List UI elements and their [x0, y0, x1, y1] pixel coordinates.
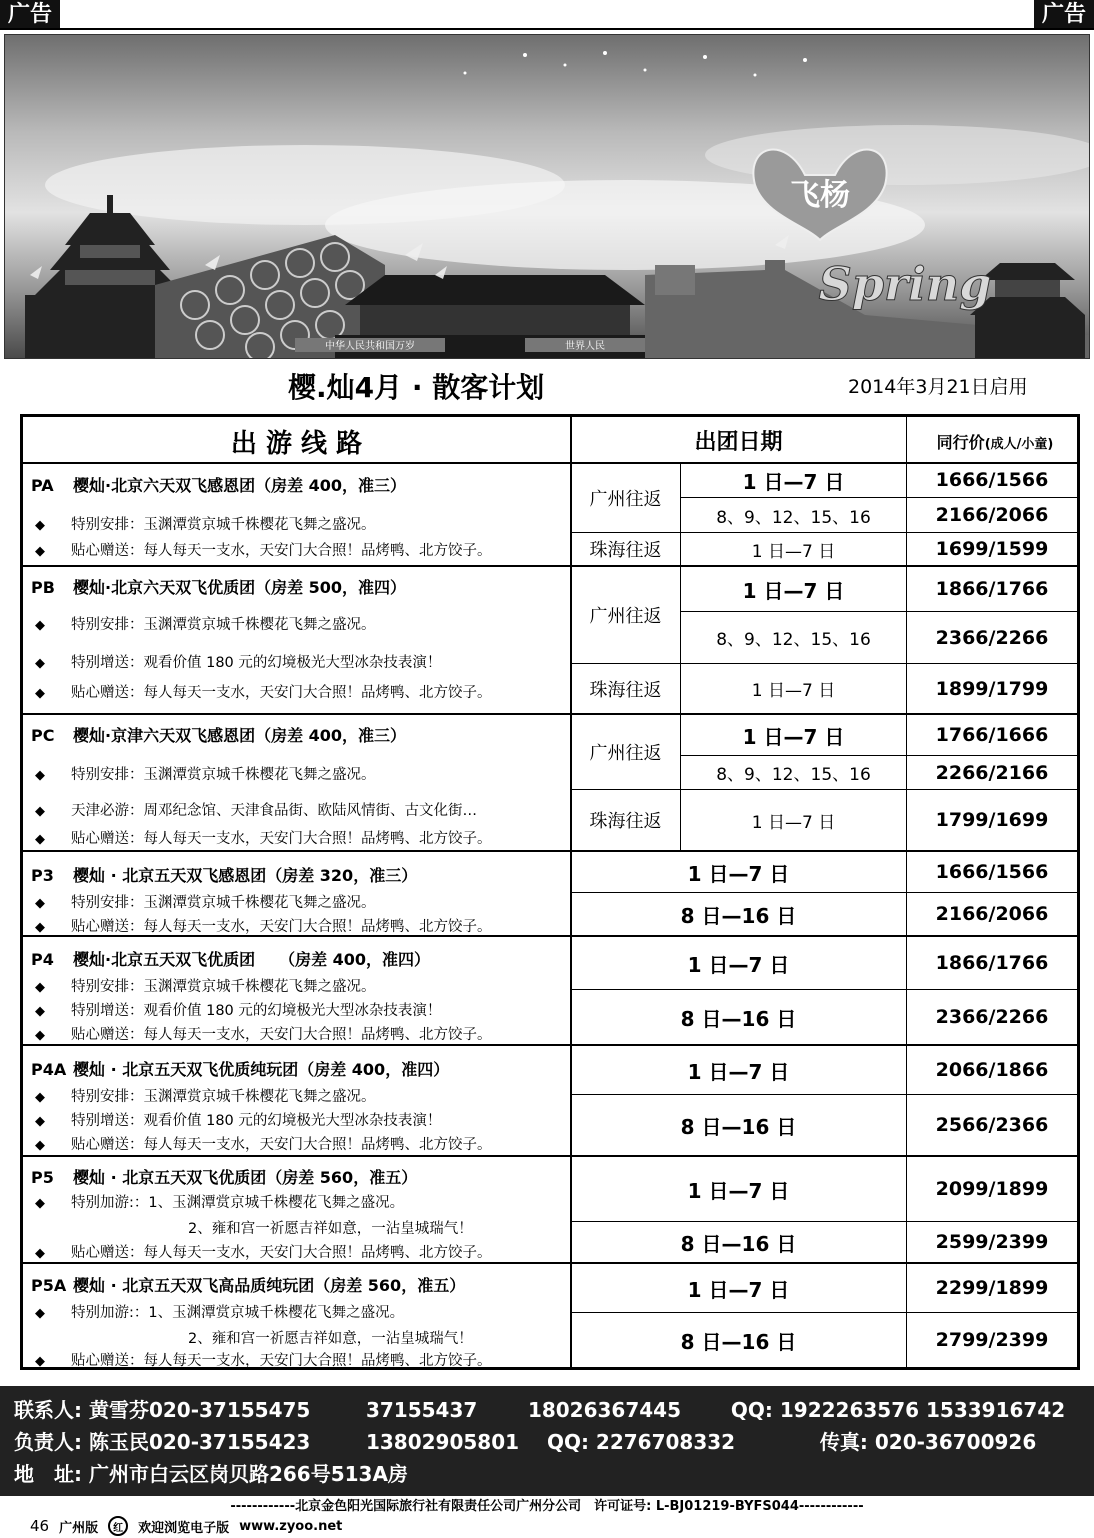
price-value: 2799/2399 [935, 1329, 1049, 1351]
effective-date: 2014年3月21日启用 [848, 376, 1028, 398]
tour-title [31, 723, 406, 746]
contact-footer [0, 1386, 1094, 1496]
price-value: 2099/1899 [935, 1178, 1049, 1200]
diamond-icon: ◆ [35, 980, 45, 995]
tour-bullet: ◆ 特别安排：玉渊潭赏京城千株樱花飞舞之盛况。 [35, 1089, 376, 1105]
diamond-icon: ◆ [35, 1090, 45, 1105]
col-header-route: 出 游 线 路 [230, 429, 363, 459]
tour-name: 樱灿·北京六天双飞优质团（房差 500，准四） [73, 578, 407, 597]
tour-bullet: ◆ 天津必游：周邓纪念馆、天津食品街、欧陆风情街、古文化街… [35, 803, 477, 819]
price-value: 2166/2066 [935, 504, 1049, 526]
tour-name: 樱灿 · 北京五天双飞优质团（房差 560，准五） [73, 1168, 418, 1187]
price-value: 1866/1766 [935, 952, 1049, 974]
heading-row [0, 362, 1094, 408]
tour-name: 樱灿 · 北京五天双飞高品质纯玩团（房差 560，准五） [73, 1276, 466, 1295]
tour-bullet: ◆ 贴心赠送：每人每天一支水，天安门大合照！品烤鸭、北方饺子。 [35, 831, 492, 847]
tour-code: PB [31, 578, 55, 597]
tour-bullet-continued: 2、雍和宫一祈愿吉祥如意，一沾皇城瑞气！ [188, 1221, 473, 1237]
site-url[interactable]: www.zyoo.net [239, 1518, 343, 1534]
price-value: 2066/1866 [935, 1059, 1049, 1081]
ad-label-right: 广告 [1034, 0, 1094, 30]
diamond-icon: ◆ [35, 1354, 45, 1369]
contact-line-1 [14, 1394, 1065, 1423]
tour-code: P5A [31, 1276, 67, 1295]
departure-date: 8 日—16 日 [680, 903, 797, 928]
tour-name: 樱灿·京津六天双飞感恩团（房差 400，准三） [73, 726, 407, 745]
hero-logo-text: 飞杨 [790, 178, 850, 213]
departure-date: 1 日—7 日 [687, 1178, 790, 1203]
diamond-icon: ◆ [35, 656, 45, 671]
ad-label-left: 广告 [0, 0, 60, 30]
tour-bullet: ◆ 贴心赠送：每人每天一支水，天安门大合照！品烤鸭、北方饺子。 [35, 1353, 492, 1369]
tour-title [31, 1273, 465, 1296]
tour-bullet: ◆ 贴心赠送：每人每天一支水，天安门大合照！品烤鸭、北方饺子。 [35, 919, 492, 935]
contact-person: 联系人: 黄雪芬020-37155475 [14, 1398, 311, 1422]
diamond-icon: ◆ [35, 1196, 45, 1211]
tour-code: PA [31, 476, 54, 495]
diamond-icon: ◆ [35, 1306, 45, 1321]
departure-date: 1 日—7 日 [687, 1059, 790, 1084]
diamond-icon: ◆ [35, 1138, 45, 1153]
diamond-icon: ◆ [35, 1028, 45, 1043]
col-header-price [907, 430, 1083, 453]
price-value: 2266/2166 [935, 761, 1049, 784]
departure-date: 8、9、12、15、16 [716, 630, 871, 650]
top-rule [0, 28, 1094, 30]
contact-phone-2: 37155437 [365, 1398, 478, 1422]
price-value: 2299/1899 [935, 1277, 1049, 1299]
departure-date: 1 日—7 日 [751, 681, 836, 701]
diamond-icon: ◆ [35, 1246, 45, 1261]
departure-origin: 珠海往返 [589, 679, 662, 701]
manager: 负责人: 陈玉民020-37155423 [14, 1430, 311, 1454]
tour-title [31, 473, 406, 496]
contact-line-2 [14, 1426, 1036, 1455]
hero-spring-text: Spring [818, 257, 992, 311]
departure-date: 8、9、12、15、16 [716, 765, 871, 785]
price-value: 2166/2066 [935, 903, 1049, 925]
tour-bullet-continued: 2、雍和宫一祈愿吉祥如意，一沾皇城瑞气！ [188, 1331, 473, 1347]
departure-date: 1 日—7 日 [751, 812, 836, 833]
tour-bullet: ◆ 特别增送：观看价值 180 元的幻境极光大型冰杂技表演！ [35, 1003, 442, 1019]
hero-banner-left-text: 中华人民共和国万岁 [325, 341, 415, 352]
tour-code: PC [31, 726, 55, 745]
tour-name: 樱灿·北京六天双飞感恩团（房差 400，准三） [73, 476, 407, 495]
tour-bullet: ◆ 贴心赠送：每人每天一支水，天安门大合照！品烤鸭、北方饺子。 [35, 1027, 492, 1043]
diamond-icon: ◆ [35, 1114, 45, 1129]
price-value: 2366/2266 [935, 1006, 1049, 1028]
diamond-icon: ◆ [35, 1004, 45, 1019]
tour-title [31, 1057, 449, 1080]
agency-license: ------------北京金色阳光国际旅行社有限责任公司广州分公司 许可证号: L-BJ01219-BYFS044------------ [230, 1499, 864, 1514]
departure-date: 1 日—7 日 [742, 578, 845, 603]
departure-date: 1 日—7 日 [687, 1277, 790, 1302]
tour-name: 樱灿 · 北京五天双飞感恩团（房差 320，准三） [73, 866, 418, 885]
tour-bullet: ◆ 特别增送：观看价值 180 元的幻境极光大型冰杂技表演！ [35, 1113, 442, 1129]
tour-bullet: ◆ 特别安排：玉渊潭赏京城千株樱花飞舞之盛况。 [35, 895, 376, 911]
departure-origin: 广州往返 [589, 743, 662, 764]
page-number: 46 [30, 1517, 50, 1535]
departure-date: 8 日—16 日 [680, 1006, 797, 1031]
col-header-price-sub: (成人/小童) [984, 437, 1054, 452]
edition-label: 广州版 [59, 1520, 99, 1536]
contact-mobile: 18026367445 [527, 1398, 682, 1422]
fax: 传真: 020-36700926 [819, 1430, 1037, 1454]
tour-bullet: ◆ 贴心赠送：每人每天一支水，天安门大合照！品烤鸭、北方饺子。 [35, 543, 492, 559]
departure-date: 8、9、12、15、16 [716, 507, 871, 528]
departure-origin: 广州往返 [589, 606, 662, 627]
tour-title [31, 1165, 417, 1188]
tour-name: 樱灿 · 北京五天双飞优质纯玩团（房差 400，准四） [73, 1060, 450, 1079]
manager-qq: QQ: 2276708332 [546, 1430, 736, 1454]
price-value: 2599/2399 [935, 1231, 1049, 1253]
contact-qq: QQ: 1922263576 1533916742 [730, 1398, 1066, 1422]
diamond-icon: ◆ [35, 804, 45, 819]
page-title: 樱.灿4月 · 散客计划 [288, 371, 545, 404]
tour-title [31, 863, 417, 886]
tour-code: P4 [31, 950, 54, 969]
tour-code: P4A [31, 1060, 67, 1079]
tour-bullet: ◆ 特别安排：玉渊潭赏京城千株樱花飞舞之盛况。 [35, 767, 376, 783]
departure-origin: 珠海往返 [589, 811, 662, 832]
diamond-icon: ◆ [35, 686, 45, 701]
hero-illustration [5, 35, 1090, 359]
price-value: 1699/1599 [935, 538, 1049, 560]
diamond-icon: ◆ [35, 920, 45, 935]
diamond-icon: ◆ [35, 544, 45, 559]
departure-date: 1 日—7 日 [687, 952, 790, 977]
price-value: 1666/1566 [935, 861, 1049, 883]
price-value: 1766/1666 [935, 724, 1049, 746]
diamond-icon: ◆ [35, 896, 45, 911]
tour-bullet: ◆ 特别加游:：1、玉渊潭赏京城千株樱花飞舞之盛况。 [35, 1305, 405, 1321]
diamond-icon: ◆ [35, 518, 45, 533]
tour-bullet: ◆ 特别增送：观看价值 180 元的幻境极光大型冰杂技表演！ [35, 655, 442, 671]
tour-bullet: ◆ 贴心赠送：每人每天一支水，天安门大合照！品烤鸭、北方饺子。 [35, 1245, 492, 1261]
diamond-icon: ◆ [35, 618, 45, 633]
price-value: 2566/2366 [935, 1114, 1049, 1136]
tour-bullet: ◆ 特别安排：玉渊潭赏京城千株樱花飞舞之盛况。 [35, 617, 376, 633]
tour-bullet: ◆ 贴心赠送：每人每天一支水，天安门大合照！品烤鸭、北方饺子。 [35, 1137, 492, 1153]
departure-date: 8 日—16 日 [680, 1329, 797, 1354]
price-value: 1799/1699 [935, 809, 1049, 831]
departure-date: 1 日—7 日 [742, 469, 845, 494]
tour-bullet: ◆ 特别安排：玉渊潭赏京城千株樱花飞舞之盛况。 [35, 979, 376, 995]
brand-logo-icon: 红 [108, 1516, 128, 1536]
diamond-icon: ◆ [35, 768, 45, 783]
price-value: 2366/2266 [935, 626, 1049, 649]
departure-origin: 广州往返 [589, 488, 662, 510]
tour-bullet: ◆ 特别安排：玉渊潭赏京城千株樱花飞舞之盛况。 [35, 517, 376, 533]
tour-title [31, 575, 406, 598]
page-footer [30, 1516, 342, 1536]
hero-banner-right-text: 世界人民 [565, 341, 605, 352]
departure-date: 1 日—7 日 [751, 541, 836, 562]
tour-code: P3 [31, 866, 54, 885]
departure-date: 8 日—16 日 [680, 1231, 797, 1256]
price-value: 1666/1566 [935, 469, 1049, 491]
departure-date: 1 日—7 日 [687, 861, 790, 886]
price-value: 1899/1799 [935, 677, 1049, 700]
tour-bullet: ◆ 贴心赠送：每人每天一支水，天安门大合照！品烤鸭、北方饺子。 [35, 685, 492, 701]
diamond-icon: ◆ [35, 832, 45, 847]
tour-bullet: ◆ 特别加游:：1、玉渊潭赏京城千株樱花飞舞之盛况。 [35, 1195, 405, 1211]
tour-title [31, 947, 430, 970]
tour-code: P5 [31, 1168, 54, 1187]
hero-banner [4, 34, 1090, 359]
col-header-price-main: 同行价 [936, 433, 985, 452]
departure-origin: 珠海往返 [589, 540, 662, 561]
departure-date: 8 日—16 日 [680, 1114, 797, 1139]
col-header-date: 出团日期 [694, 430, 783, 455]
tour-name: 樱灿·北京五天双飞优质团 （房差 400，准四） [73, 950, 431, 969]
departure-date: 1 日—7 日 [742, 724, 845, 749]
welcome-text: 欢迎浏览电子版 [138, 1520, 230, 1536]
price-value: 1866/1766 [935, 578, 1049, 600]
tour-table [20, 414, 1080, 1370]
address: 地 址: 广州市白云区岗贝路266号513A房 [14, 1462, 408, 1486]
manager-mobile: 13802905801 [365, 1430, 520, 1454]
